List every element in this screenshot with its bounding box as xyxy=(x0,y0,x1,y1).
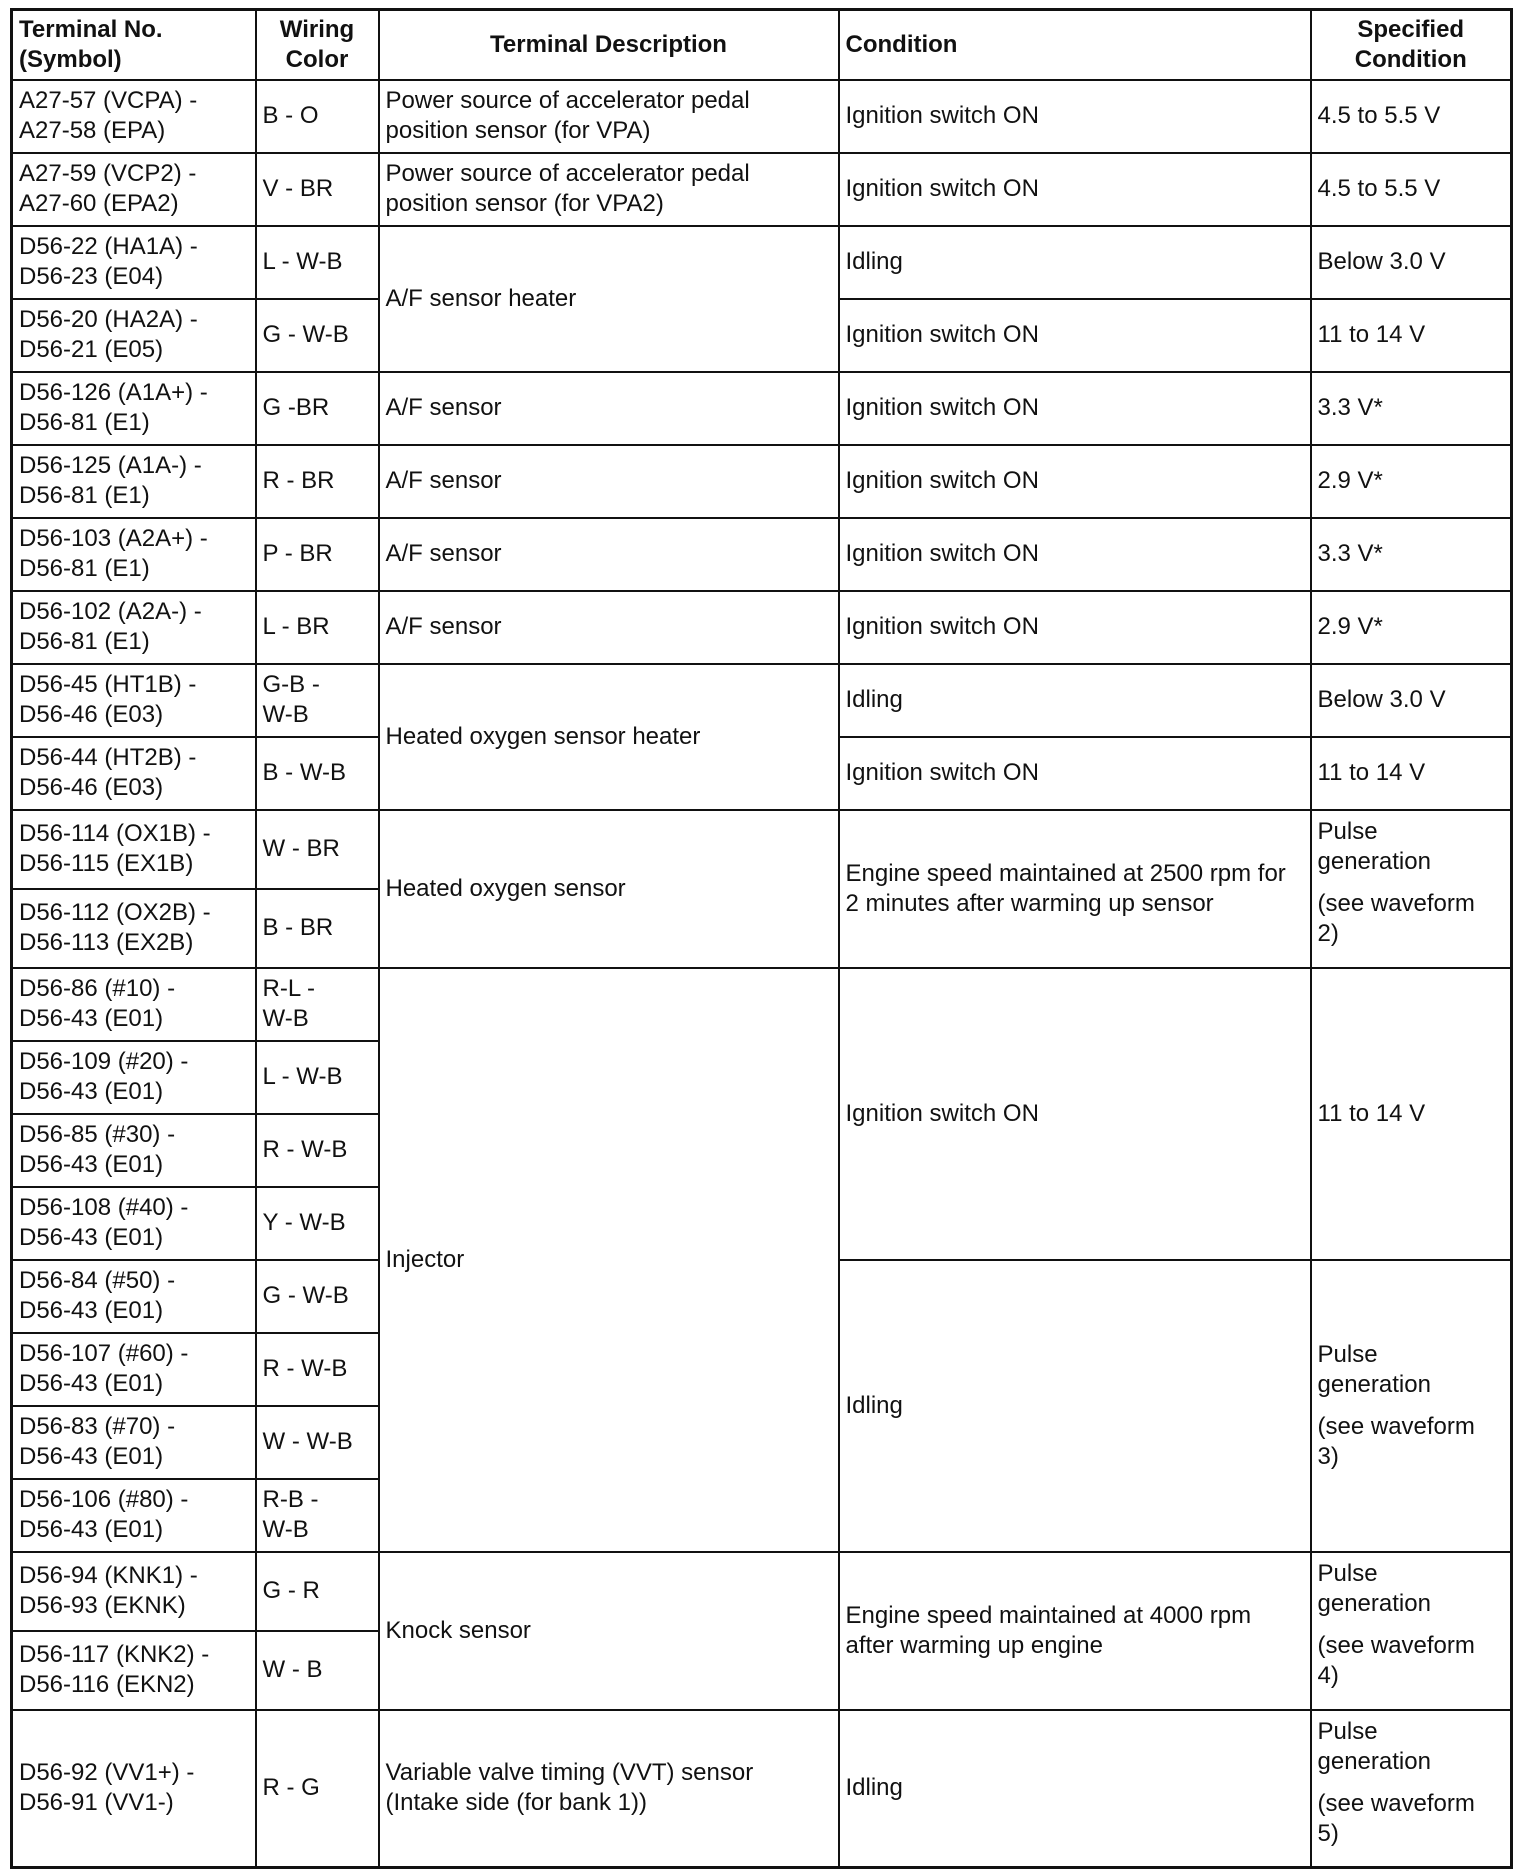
table-row xyxy=(12,810,1512,889)
wiring-cell: R - W-B xyxy=(256,1333,379,1406)
terminal-cell: D56-83 (#70) - D56-43 (E01) xyxy=(12,1406,256,1479)
spec-cell xyxy=(1311,810,1512,968)
see-waveform-text: (see waveform 4) xyxy=(1317,1631,1475,1689)
terminal-cell: D56-109 (#20) - D56-43 (E01) xyxy=(12,1041,256,1114)
table-row xyxy=(12,80,1512,153)
terminal-cell: D56-108 (#40) - D56-43 (E01) xyxy=(12,1187,256,1260)
wiring-cell: P - BR xyxy=(256,518,379,591)
terminal-cell: D56-114 (OX1B) - D56-115 (EX1B) xyxy=(12,810,256,889)
description-cell: Injector xyxy=(379,968,839,1552)
spec-cell xyxy=(1311,1710,1512,1868)
spec-cell: 3.3 V* xyxy=(1311,518,1512,591)
wiring-cell: G - W-B xyxy=(256,299,379,372)
wiring-cell: V - BR xyxy=(256,153,379,226)
condition-cell: Ignition switch ON xyxy=(839,518,1311,591)
spec-cell: 11 to 14 V xyxy=(1311,968,1512,1260)
terminal-cell: D56-117 (KNK2) - D56-116 (EKN2) xyxy=(12,1631,256,1710)
condition-cell: Ignition switch ON xyxy=(839,968,1311,1260)
condition-cell: Idling xyxy=(839,1260,1311,1552)
header-row xyxy=(12,10,1512,80)
terminal-cell: D56-106 (#80) - D56-43 (E01) xyxy=(12,1479,256,1552)
table-row xyxy=(12,445,1512,518)
condition-cell: Idling xyxy=(839,664,1311,737)
table-row xyxy=(12,591,1512,664)
condition-cell: Ignition switch ON xyxy=(839,737,1311,810)
terminal-cell: D56-22 (HA1A) - D56-23 (E04) xyxy=(12,226,256,299)
table-row xyxy=(12,226,1512,299)
terminal-cell: D56-107 (#60) - D56-43 (E01) xyxy=(12,1333,256,1406)
terminal-cell: D56-86 (#10) - D56-43 (E01) xyxy=(12,968,256,1041)
description-cell: A/F sensor xyxy=(379,591,839,664)
wiring-cell: L - W-B xyxy=(256,226,379,299)
spec-cell: Below 3.0 V xyxy=(1311,664,1512,737)
header-specified-condition: Specified Condition xyxy=(1311,10,1512,80)
terminal-cell: D56-85 (#30) - D56-43 (E01) xyxy=(12,1114,256,1187)
wiring-cell: W - BR xyxy=(256,810,379,889)
wiring-cell: R - W-B xyxy=(256,1114,379,1187)
wiring-cell: R-B - W-B xyxy=(256,1479,379,1552)
see-waveform-text: (see waveform 3) xyxy=(1317,1412,1475,1470)
terminal-cell: D56-20 (HA2A) - D56-21 (E05) xyxy=(12,299,256,372)
spec-cell: 4.5 to 5.5 V xyxy=(1311,153,1512,226)
header-terminal: Terminal No. (Symbol) xyxy=(12,10,256,80)
condition-cell: Ignition switch ON xyxy=(839,80,1311,153)
wiring-cell: Y - W-B xyxy=(256,1187,379,1260)
description-cell: Variable valve timing (VVT) sensor (Intake side (for bank 1)) xyxy=(379,1710,839,1868)
description-cell: Knock sensor xyxy=(379,1552,839,1710)
wiring-cell: R - BR xyxy=(256,445,379,518)
terminal-cell: D56-94 (KNK1) - D56-93 (EKNK) xyxy=(12,1552,256,1631)
header-terminal-description: Terminal Description xyxy=(379,10,839,80)
condition-cell: Idling xyxy=(839,226,1311,299)
wiring-cell: L - BR xyxy=(256,591,379,664)
spec-cell xyxy=(1311,1260,1512,1552)
condition-cell: Ignition switch ON xyxy=(839,445,1311,518)
description-cell: A/F sensor xyxy=(379,518,839,591)
condition-cell: Ignition switch ON xyxy=(839,299,1311,372)
spec-cell: 2.9 V* xyxy=(1311,445,1512,518)
wiring-cell: L - W-B xyxy=(256,1041,379,1114)
terminal-cell: A27-57 (VCPA) - A27-58 (EPA) xyxy=(12,80,256,153)
condition-cell: Engine speed maintained at 2500 rpm for 2 minutes after warming up sensor xyxy=(839,810,1311,968)
terminal-cell: D56-112 (OX2B) - D56-113 (EX2B) xyxy=(12,889,256,968)
table-row xyxy=(12,518,1512,591)
condition-cell: Ignition switch ON xyxy=(839,372,1311,445)
wiring-cell: B - O xyxy=(256,80,379,153)
terminal-cell: D56-103 (A2A+) - D56-81 (E1) xyxy=(12,518,256,591)
spec-cell: 4.5 to 5.5 V xyxy=(1311,80,1512,153)
wiring-cell: G -BR xyxy=(256,372,379,445)
terminal-cell: D56-102 (A2A-) - D56-81 (E1) xyxy=(12,591,256,664)
description-cell: Heated oxygen sensor xyxy=(379,810,839,968)
spec-cell: 11 to 14 V xyxy=(1311,737,1512,810)
spec-cell xyxy=(1311,1552,1512,1710)
description-cell: Power source of accelerator pedal position sensor (for VPA2) xyxy=(379,153,839,226)
terminal-cell: D56-84 (#50) - D56-43 (E01) xyxy=(12,1260,256,1333)
condition-cell: Ignition switch ON xyxy=(839,591,1311,664)
pulse-generation-text: Pulse generation xyxy=(1317,1717,1431,1775)
terminal-cell: D56-44 (HT2B) - D56-46 (E03) xyxy=(12,737,256,810)
header-wiring-color: Wiring Color xyxy=(256,10,379,80)
pulse-generation-text: Pulse generation xyxy=(1317,1340,1431,1398)
spec-cell: 11 to 14 V xyxy=(1311,299,1512,372)
spec-cell: Below 3.0 V xyxy=(1311,226,1512,299)
table-row xyxy=(12,372,1512,445)
wiring-cell: W - B xyxy=(256,1631,379,1710)
terminal-cell: D56-45 (HT1B) - D56-46 (E03) xyxy=(12,664,256,737)
wiring-cell: R - G xyxy=(256,1710,379,1868)
pulse-generation-text: Pulse generation xyxy=(1317,817,1431,875)
pulse-generation-text: Pulse generation xyxy=(1317,1559,1431,1617)
wiring-cell: B - W-B xyxy=(256,737,379,810)
description-cell: A/F sensor xyxy=(379,372,839,445)
terminal-spec-table xyxy=(10,8,1513,1869)
table-row xyxy=(12,968,1512,1041)
description-cell: A/F sensor heater xyxy=(379,226,839,372)
description-cell: A/F sensor xyxy=(379,445,839,518)
condition-cell: Engine speed maintained at 4000 rpm after warming up engine xyxy=(839,1552,1311,1710)
condition-cell: Idling xyxy=(839,1710,1311,1868)
description-cell: Heated oxygen sensor heater xyxy=(379,664,839,810)
wiring-cell: G-B - W-B xyxy=(256,664,379,737)
terminal-cell: D56-126 (A1A+) - D56-81 (E1) xyxy=(12,372,256,445)
table-row xyxy=(12,664,1512,737)
wiring-cell: R-L - W-B xyxy=(256,968,379,1041)
terminal-cell: A27-59 (VCP2) - A27-60 (EPA2) xyxy=(12,153,256,226)
terminal-cell: D56-92 (VV1+) - D56-91 (VV1-) xyxy=(12,1710,256,1868)
table-row xyxy=(12,153,1512,226)
table-row xyxy=(12,1710,1512,1868)
condition-cell: Ignition switch ON xyxy=(839,153,1311,226)
wiring-cell: G - R xyxy=(256,1552,379,1631)
header-condition: Condition xyxy=(839,10,1311,80)
description-cell: Power source of accelerator pedal position sensor (for VPA) xyxy=(379,80,839,153)
spec-cell: 2.9 V* xyxy=(1311,591,1512,664)
wiring-cell: W - W-B xyxy=(256,1406,379,1479)
wiring-cell: B - BR xyxy=(256,889,379,968)
see-waveform-text: (see waveform 5) xyxy=(1317,1789,1475,1847)
table-row xyxy=(12,1552,1512,1631)
terminal-cell: D56-125 (A1A-) - D56-81 (E1) xyxy=(12,445,256,518)
spec-cell: 3.3 V* xyxy=(1311,372,1512,445)
wiring-cell: G - W-B xyxy=(256,1260,379,1333)
see-waveform-text: (see waveform 2) xyxy=(1317,889,1475,947)
